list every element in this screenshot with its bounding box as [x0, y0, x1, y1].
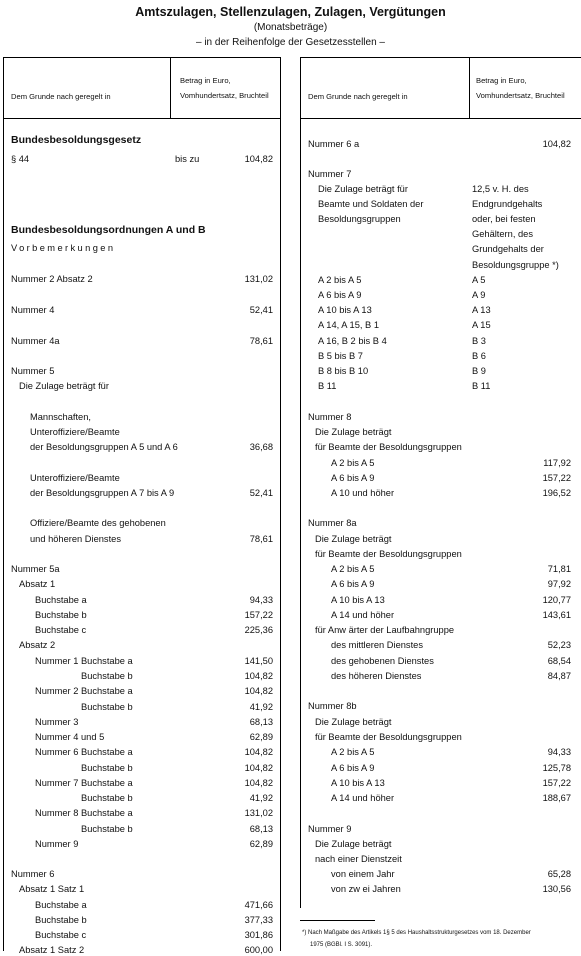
left-row-label: Nummer 5a — [11, 564, 60, 574]
left-row-label: Nummer 3 — [35, 717, 79, 727]
footnote-line-1: *) Nach Maßgabe des Artikels 1§ 5 des Haushaltsstrukturgesetzes vom 18. Dezember — [302, 930, 531, 936]
left-row-label: Die Zulage beträgt für — [19, 381, 109, 391]
left-row-label: Buchstabe a — [35, 900, 87, 910]
left-row-value: 78,61 — [249, 534, 273, 544]
page-title: Amtszulagen, Stellenzulagen, Zulagen, Vergütungen — [135, 5, 446, 19]
left-row-label: Nummer 9 — [35, 839, 79, 849]
left-row-label: Vorbemerkungen — [11, 243, 116, 253]
right-table-top-border — [300, 57, 581, 58]
right-row-label: Nummer 7 — [308, 169, 352, 179]
right-row-label: von einem Jahr — [331, 869, 395, 879]
right-row-label: Die Zulage beträgt — [315, 717, 392, 727]
left-row-value: 41,92 — [249, 702, 273, 712]
left-row-value: 600,00 — [244, 945, 273, 955]
right-row-value: 68,54 — [547, 656, 571, 666]
right-row-label: A 10 und höher — [331, 488, 395, 498]
right-row-label: Die Zulage beträgt für — [318, 184, 408, 194]
right-row-label: A 14 und höher — [331, 793, 395, 803]
left-row-value: 104,82 — [244, 763, 273, 773]
right-row-label: Nummer 8 — [308, 412, 352, 422]
left-row-label: Buchstabe c — [35, 625, 87, 635]
right-row-value: 120,77 — [542, 595, 571, 605]
right-row-value: 157,22 — [542, 778, 571, 788]
left-row-label: Unteroffiziere/Beamte — [30, 427, 120, 437]
right-row-value: 188,67 — [542, 793, 571, 803]
left-row-value: 68,13 — [249, 824, 273, 834]
right-row-label: des mittleren Dienstes — [331, 640, 423, 650]
right-row-label: A 2 bis A 5 — [331, 458, 375, 468]
right-row-label: Die Zulage beträgt — [315, 534, 392, 544]
left-row-label: Buchstabe b — [81, 671, 133, 681]
right-row-label: A 14, A 15, B 1 — [318, 320, 379, 330]
right-row-label: des gehobenen Dienstes — [331, 656, 434, 666]
left-row-label: Absatz 1 Satz 1 — [19, 884, 85, 894]
right-row-label: Besoldungsgruppen — [318, 214, 401, 224]
left-row-label: der Besoldungsgruppen A 7 bis A 9 — [30, 488, 175, 498]
left-row-note: bis zu — [175, 154, 200, 164]
right-row-label: B 8 bis B 10 — [318, 366, 369, 376]
right-row-value: 196,52 — [542, 488, 571, 498]
left-row-value: 52,41 — [249, 488, 273, 498]
right-row-note: oder, bei festen — [472, 214, 536, 224]
right-row-label: für Beamte der Besoldungsgruppen — [315, 732, 462, 742]
right-row-note: B 6 — [472, 351, 486, 361]
right-row-label: A 10 bis A 13 — [318, 305, 372, 315]
left-row-label: Buchstabe b — [35, 915, 87, 925]
left-row-label: § 44 — [11, 154, 30, 164]
left-row-value: 131,02 — [244, 274, 273, 284]
left-table-left-border — [3, 57, 4, 951]
right-row-value: 125,78 — [542, 763, 571, 773]
left-row-label: Nummer 1 Buchstabe a — [35, 656, 133, 666]
left-row-label: Buchstabe b — [81, 824, 133, 834]
left-row-value: 68,13 — [249, 717, 273, 727]
left-row-value: 62,89 — [249, 839, 273, 849]
left-row-label: Offiziere/Beamte des gehobenen — [30, 518, 166, 528]
right-row-note: B 9 — [472, 366, 486, 376]
right-row-note: B 11 — [472, 381, 491, 391]
left-row-label: Nummer 8 Buchstabe a — [35, 808, 133, 818]
left-row-label: Absatz 1 — [19, 579, 56, 589]
right-row-note: A 5 — [472, 275, 486, 285]
right-row-label: B 5 bis B 7 — [318, 351, 363, 361]
right-row-label: A 6 bis A 9 — [331, 763, 375, 773]
left-row-value: 104,82 — [244, 154, 273, 164]
right-row-label: für Beamte der Besoldungsgruppen — [315, 549, 462, 559]
right-row-label: Die Zulage beträgt — [315, 839, 392, 849]
right-row-label: A 10 bis A 13 — [331, 778, 385, 788]
left-row-label: Absatz 2 — [19, 640, 56, 650]
footnote-rule — [300, 920, 375, 921]
left-row-value: 41,92 — [249, 793, 273, 803]
left-row-label: Nummer 4 — [11, 305, 55, 315]
left-row-label: Nummer 6 — [11, 869, 55, 879]
page-subtitle-order: – in der Reihenfolge der Gesetzesstellen – — [195, 37, 385, 48]
right-row-label: von zw ei Jahren — [331, 884, 401, 894]
left-row-label: Nummer 4a — [11, 336, 60, 346]
right-header-regelung: Dem Grunde nach geregelt in — [308, 92, 408, 101]
left-row-value: 301,86 — [244, 930, 273, 940]
right-row-label: Nummer 6 a — [308, 139, 360, 149]
left-header-regelung: Dem Grunde nach geregelt in — [11, 92, 111, 101]
left-row-label: Buchstabe b — [81, 702, 133, 712]
left-table-top-border — [3, 57, 280, 58]
left-row-label: Nummer 2 Buchstabe a — [35, 686, 133, 696]
right-row-label: B 11 — [318, 381, 337, 391]
right-row-label: A 10 bis A 13 — [331, 595, 385, 605]
left-row-value: 225,36 — [244, 625, 273, 635]
right-row-note: Endgrundgehalts — [472, 199, 543, 209]
left-row-label: Bundesbesoldungsordnungen A und B — [11, 224, 206, 236]
left-row-value: 104,82 — [244, 778, 273, 788]
left-row-label: Absatz 1 Satz 2 — [19, 945, 85, 955]
right-row-label: Beamte und Soldaten der — [318, 199, 424, 209]
right-row-note: B 3 — [472, 336, 486, 346]
right-header-betrag-1: Betrag in Euro, — [476, 76, 527, 85]
right-row-note: A 15 — [472, 320, 491, 330]
right-row-value: 65,28 — [547, 869, 571, 879]
right-row-note: Grundgehalts der — [472, 244, 544, 254]
right-row-value: 157,22 — [542, 473, 571, 483]
left-row-value: 104,82 — [244, 671, 273, 681]
right-row-value: 104,82 — [542, 139, 571, 149]
right-header-betrag-2: Vomhundertsatz, Bruchteil — [476, 91, 565, 100]
right-row-note: Gehältern, des — [472, 229, 533, 239]
left-row-value: 104,82 — [244, 686, 273, 696]
left-row-label: Nummer 5 — [11, 366, 55, 376]
right-row-label: A 16, B 2 bis B 4 — [318, 336, 387, 346]
right-row-label: A 2 bis A 5 — [331, 747, 375, 757]
right-row-label: für Beamte der Besoldungsgruppen — [315, 442, 462, 452]
left-row-label: Buchstabe b — [81, 763, 133, 773]
right-row-note: 12,5 v. H. des — [472, 184, 529, 194]
right-row-value: 117,92 — [543, 458, 571, 468]
left-row-value: 157,22 — [244, 610, 273, 620]
right-row-value: 143,61 — [542, 610, 571, 620]
right-row-note: Besoldungsgruppe *) — [472, 260, 559, 270]
right-row-label: Nummer 8a — [308, 518, 357, 528]
left-row-label: Nummer 6 Buchstabe a — [35, 747, 133, 757]
left-header-divider — [3, 118, 280, 119]
left-row-label: und höheren Dienstes — [30, 534, 121, 544]
left-row-label: Bundesbesoldungsgesetz — [11, 134, 142, 146]
left-row-value: 141,50 — [244, 656, 273, 666]
page-subtitle: (Monatsbeträge) — [253, 22, 328, 33]
right-row-value: 84,87 — [547, 671, 571, 681]
left-table-right-border — [280, 57, 281, 951]
right-row-label: A 2 bis A 5 — [331, 564, 375, 574]
left-row-label: Buchstabe c — [35, 930, 87, 940]
left-row-value: 471,66 — [244, 900, 273, 910]
left-row-value: 377,33 — [244, 915, 273, 925]
left-row-label: Mannschaften, — [30, 412, 91, 422]
right-row-value: 71,81 — [547, 564, 571, 574]
left-row-label: der Besoldungsgruppen A 5 und A 6 — [30, 442, 178, 452]
right-column-divider — [469, 57, 470, 118]
left-row-value: 94,33 — [249, 595, 273, 605]
left-row-label: Nummer 2 Absatz 2 — [11, 274, 93, 284]
left-row-value: 62,89 — [249, 732, 273, 742]
right-row-note: A 9 — [472, 290, 486, 300]
left-header-betrag-2: Vomhundertsatz, Bruchteil — [180, 91, 269, 100]
right-row-value: 94,33 — [547, 747, 571, 757]
left-row-value: 36,68 — [249, 442, 273, 452]
right-row-label: Nummer 8b — [308, 701, 357, 711]
left-header-betrag-1: Betrag in Euro, — [180, 76, 231, 85]
right-row-value: 130,56 — [542, 884, 571, 894]
right-row-value: 52,23 — [547, 640, 571, 650]
right-row-label: für Anw ärter der Laufbahngruppe — [315, 625, 455, 635]
left-row-value: 52,41 — [249, 305, 273, 315]
left-row-value: 104,82 — [244, 747, 273, 757]
right-row-label: A 2 bis A 5 — [318, 275, 362, 285]
right-row-label: A 14 und höher — [331, 610, 395, 620]
left-row-label: Nummer 7 Buchstabe a — [35, 778, 133, 788]
left-row-label: Buchstabe b — [35, 610, 87, 620]
right-row-note: A 13 — [472, 305, 491, 315]
footnote-line-2: 1975 (BGBl. I S. 3091). — [310, 942, 373, 948]
right-row-label: des höheren Dienstes — [331, 671, 422, 681]
right-header-divider — [300, 118, 581, 119]
left-row-label: Buchstabe b — [81, 793, 133, 803]
right-row-value: 97,92 — [547, 579, 571, 589]
left-row-value: 78,61 — [249, 336, 273, 346]
left-column-divider — [170, 57, 171, 118]
left-row-label: Nummer 4 und 5 — [35, 732, 105, 742]
left-row-label: Buchstabe a — [35, 595, 87, 605]
right-row-label: Die Zulage beträgt — [315, 427, 392, 437]
left-row-label: Unteroffiziere/Beamte — [30, 473, 120, 483]
right-row-label: A 6 bis A 9 — [331, 473, 375, 483]
left-row-value: 131,02 — [244, 808, 273, 818]
right-row-label: A 6 bis A 9 — [331, 579, 375, 589]
right-row-label: nach einer Dienstzeit — [315, 854, 402, 864]
right-table-left-border — [300, 57, 301, 908]
right-row-label: A 6 bis A 9 — [318, 290, 362, 300]
right-row-label: Nummer 9 — [308, 824, 352, 834]
